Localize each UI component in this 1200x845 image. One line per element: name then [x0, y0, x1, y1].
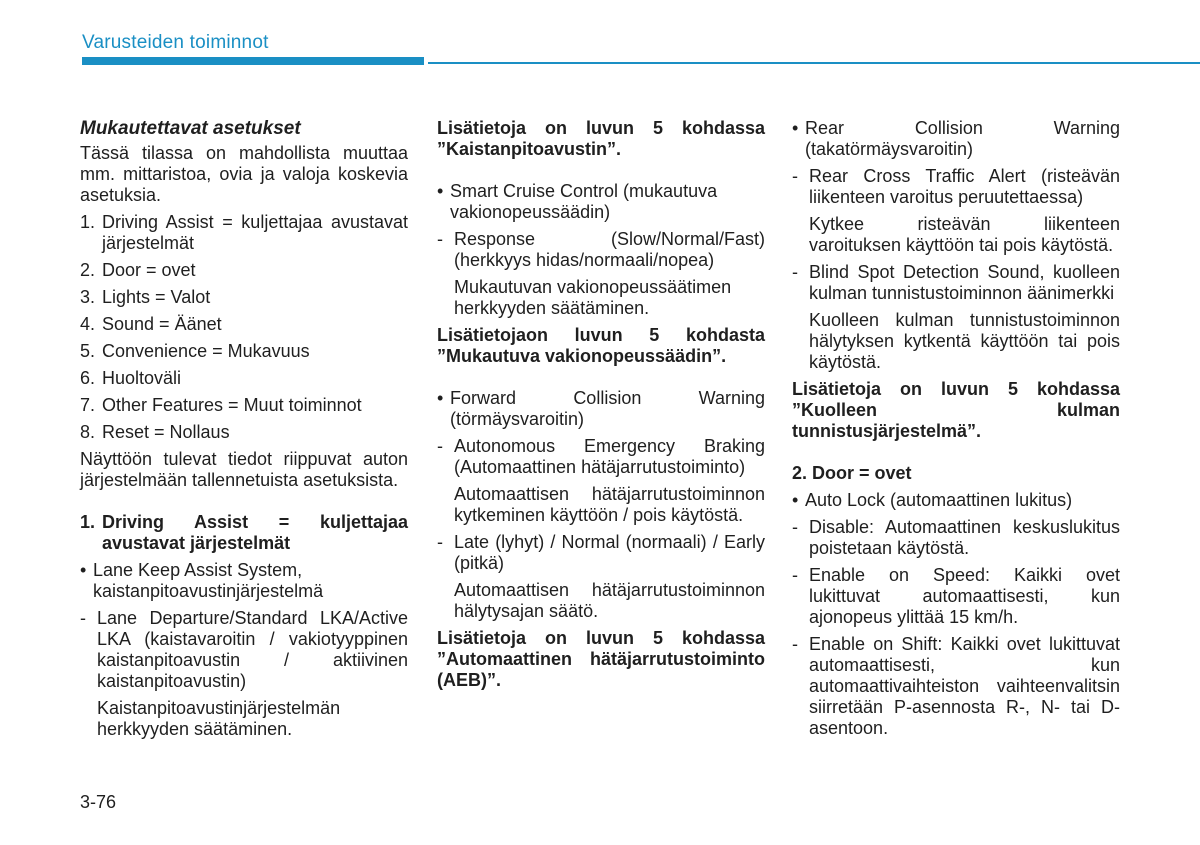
list-item: [80, 287, 408, 308]
reference-note: Lisätietoja on luvun 5 kohdassa ”Automaattinen hätäjarrutustoiminto (AEB)”.: [437, 628, 765, 690]
column-3: [792, 118, 1120, 745]
list-item-number: 1.: [80, 212, 96, 232]
list-item: [80, 341, 408, 362]
settings-heading: Mukautettavat asetukset: [80, 118, 301, 139]
list-item: [80, 314, 408, 335]
intro-paragraph: Tässä tilassa on mahdollista muuttaa mm. mittaristoa, ovia ja valoja koskevia asetuksia.: [80, 143, 408, 205]
section-heading-driving-assist: [80, 512, 408, 554]
list-item-number: 6.: [80, 368, 96, 388]
list-item: [80, 368, 408, 389]
bullet-item: [437, 181, 765, 223]
list-item-number: 4.: [80, 314, 96, 334]
list-item-text: Convenience = Mukavuus: [102, 341, 310, 361]
column-1: [80, 118, 408, 746]
list-item: [80, 260, 408, 281]
dash-description: Kaistanpitoavustinjärjestelmän herkkyyden säätäminen.: [97, 698, 341, 739]
section-title: Driving Assist = kuljettajaa avustavat järjestelmät: [102, 512, 408, 553]
reference-note: Lisätietojaon luvun 5 kohdasta ”Mukautuva vakionopeussäädin”.: [437, 325, 765, 366]
bullet-symbol: •: [792, 490, 799, 510]
settings-list: [80, 212, 408, 443]
bullet-text: Lane Keep Assist System, kaistanpitoavustinjärjestelmä: [93, 560, 324, 601]
column-2: [437, 118, 765, 691]
dash-text: Lane Departure/Standard LKA/Active LKA (kaistavaroitin / vakiotyyppinen kaistanpitoavustin / aktiivinen kaistanpitoavustin): [97, 608, 408, 691]
list-item-text: Sound = Äänet: [102, 314, 222, 334]
dash-item: [792, 517, 1120, 559]
list-item-number: 3.: [80, 287, 96, 307]
dash-symbol: -: [792, 565, 798, 585]
list-item: [80, 212, 408, 254]
bullet-item: [792, 490, 1120, 511]
dash-item: [437, 436, 765, 478]
list-item-text: Lights = Valot: [102, 287, 211, 307]
bullet-item: [80, 560, 408, 602]
dash-text: Autonomous Emergency Braking (Automaattinen hätäjarrutustoiminto): [454, 436, 765, 477]
dash-symbol: -: [80, 608, 86, 628]
dash-item: [437, 229, 765, 271]
list-item-number: 5.: [80, 341, 96, 361]
section-heading-door: 2. Door = ovet: [792, 463, 912, 483]
list-item-number: 8.: [80, 422, 96, 442]
dash-symbol: -: [792, 517, 798, 537]
dash-symbol: -: [437, 436, 443, 456]
dash-item: [437, 532, 765, 574]
bullet-item: [792, 118, 1120, 160]
dash-description: Mukautuvan vakionopeussäätimen herkkyyden säätäminen.: [454, 277, 732, 318]
dash-symbol: -: [437, 532, 443, 552]
bullet-symbol: •: [437, 181, 444, 201]
bullet-text: Auto Lock (automaattinen lukitus): [805, 490, 1073, 510]
dash-description: Automaattisen hätäjarrutustoiminnon hälytysajan säätö.: [454, 580, 765, 621]
dash-item: [80, 608, 408, 692]
dash-text: Disable: Automaattinen keskuslukitus poistetaan käytöstä.: [809, 517, 1120, 558]
dash-description: Kytkee risteävän liikenteen varoituksen käyttöön tai pois käytöstä.: [809, 214, 1120, 255]
dash-text: Enable on Shift: Kaikki ovet lukittuvat automaattisesti, kun automaattivaihteiston vaihteenvalitsin siirretään P-asennosta R-, N- tai D-asentoon.: [809, 634, 1120, 738]
dash-item: [792, 565, 1120, 628]
page-number: 3-76: [80, 792, 117, 812]
list-item-text: Other Features = Muut toiminnot: [102, 395, 362, 415]
bullet-symbol: •: [80, 560, 87, 580]
note-paragraph: Näyttöön tulevat tiedot riippuvat auton järjestelmään tallennetuista asetuksista.: [80, 449, 408, 490]
bullet-symbol: •: [792, 118, 799, 138]
header-title: Varusteiden toiminnot: [82, 32, 269, 53]
list-item: [80, 395, 408, 416]
list-item-text: Reset = Nollaus: [102, 422, 230, 442]
dash-item: [792, 262, 1120, 304]
list-item-text: Door = ovet: [102, 260, 196, 280]
dash-symbol: -: [792, 262, 798, 282]
section-number: 1.: [80, 512, 96, 532]
dash-text: Enable on Speed: Kaikki ovet lukittuvat automaattisesti, kun ajonopeus ylittää 15 km/h.: [809, 565, 1120, 627]
bullet-text: Forward Collision Warning (törmäysvaroitin): [450, 388, 765, 429]
dash-item: [792, 634, 1120, 739]
dash-description: Kuolleen kulman tunnistustoiminnon hälytyksen kytkentä käyttöön tai pois käytöstä.: [809, 310, 1120, 372]
bullet-text: Rear Collision Warning (takatörmäysvaroitin): [805, 118, 1120, 159]
dash-symbol: -: [437, 229, 443, 249]
dash-text: Response (Slow/Normal/Fast) (herkkyys hidas/normaali/nopea): [454, 229, 765, 270]
list-item-number: 2.: [80, 260, 96, 280]
dash-symbol: -: [792, 166, 798, 186]
list-item: [80, 422, 408, 443]
dash-description: Automaattisen hätäjarrutustoiminnon kytkeminen käyttöön / pois käytöstä.: [454, 484, 765, 525]
bullet-item: [437, 388, 765, 430]
dash-text: Late (lyhyt) / Normal (normaali) / Early (pitkä): [454, 532, 765, 573]
header-rule-thin: [428, 62, 1200, 64]
reference-note: Lisätietoja on luvun 5 kohdassa ”Kaistanpitoavustin”.: [437, 118, 765, 159]
dash-item: [792, 166, 1120, 208]
list-item-number: 7.: [80, 395, 96, 415]
dash-text: Rear Cross Traffic Alert (risteävän liikenteen varoitus peruutettaessa): [809, 166, 1120, 207]
dash-symbol: -: [792, 634, 798, 654]
list-item-text: Driving Assist = kuljettajaa avustavat järjestelmät: [102, 212, 408, 253]
header-rule-thick: [82, 57, 424, 65]
list-item-text: Huoltoväli: [102, 368, 182, 388]
dash-text: Blind Spot Detection Sound, kuolleen kulman tunnistustoiminnon äänimerkki: [809, 262, 1120, 303]
reference-note: Lisätietoja on luvun 5 kohdassa ”Kuolleen kulman tunnistusjärjestelmä”.: [792, 379, 1120, 441]
bullet-symbol: •: [437, 388, 444, 408]
bullet-text: Smart Cruise Control (mukautuva vakionopeussäädin): [450, 181, 718, 222]
